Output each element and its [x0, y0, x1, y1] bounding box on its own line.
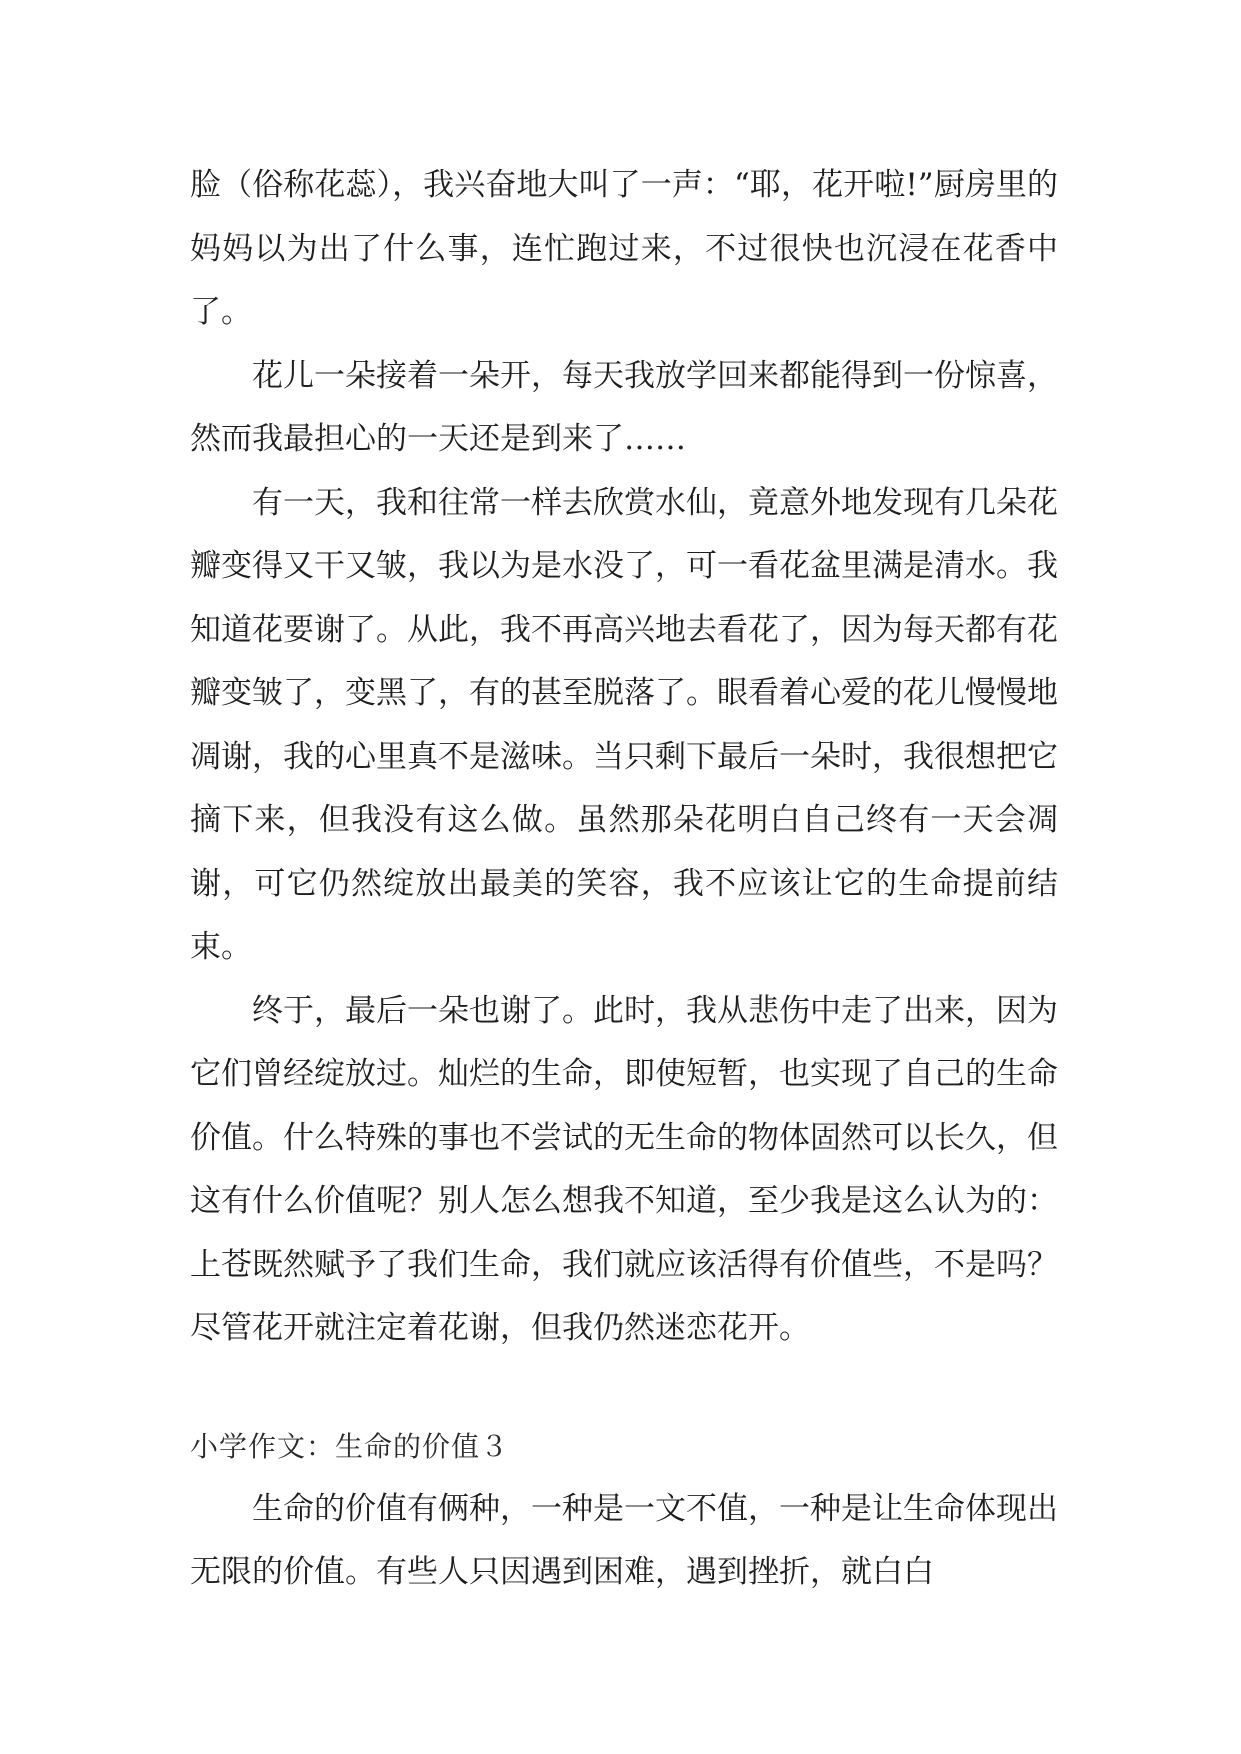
paragraph: 有一天，我和往常一样去欣赏水仙，竟意外地发现有几朵花瓣变得又干又皱，我以为是水没了，可一看花盆里满是清水。我知道花要谢了。从此，我不再高兴地去看花了，因为每天都有花瓣变皱了，变黑了，有的甚至脱落了。眼看着心爱的花儿慢慢地凋谢，我的心里真不是滋味。当只剩下最后一朵时，我很想把它摘下来，但我没有这么做。虽然那朵花明白自己终有一天会凋谢，可它仍然绽放出最美的笑容，我不应该让它的生命提前结束。 [190, 484, 1058, 965]
section-title: 小学作文：生命的价值３ [190, 1429, 510, 1463]
paragraph: 终于，最后一朵也谢了。此时，我从悲伤中走了出来，因为它们曾经绽放过。灿烂的生命，即使短暂，也实现了自己的生命价值。什么特殊的事也不尝试的无生命的物体固然可以长久，但这有什么价值呢？别人怎么想我不知道，至少我是这么认为的：上苍既然赋予了我们生命，我们就应该活得有价值些，不是吗？尽管花开就注定着花谢，但我仍然迷恋花开。 [190, 992, 1058, 1346]
paragraph: 脸（俗称花蕊），我兴奋地大叫了一声：“耶，花开啦!”厨房里的妈妈以为出了什么事，连忙跑过来，不过很快也沉浸在花香中了。 [190, 167, 1058, 330]
paragraph: 生命的价值有俩种，一种是一文不值，一种是让生命体现出无限的价值。有些人只因遇到困难，遇到挫折，就白白 [190, 1490, 1058, 1590]
paragraph: 花儿一朵接着一朵开，每天我放学回来都能得到一份惊喜，然而我最担心的一天还是到来了…… [190, 357, 1058, 457]
document-body [190, 154, 1058, 1605]
